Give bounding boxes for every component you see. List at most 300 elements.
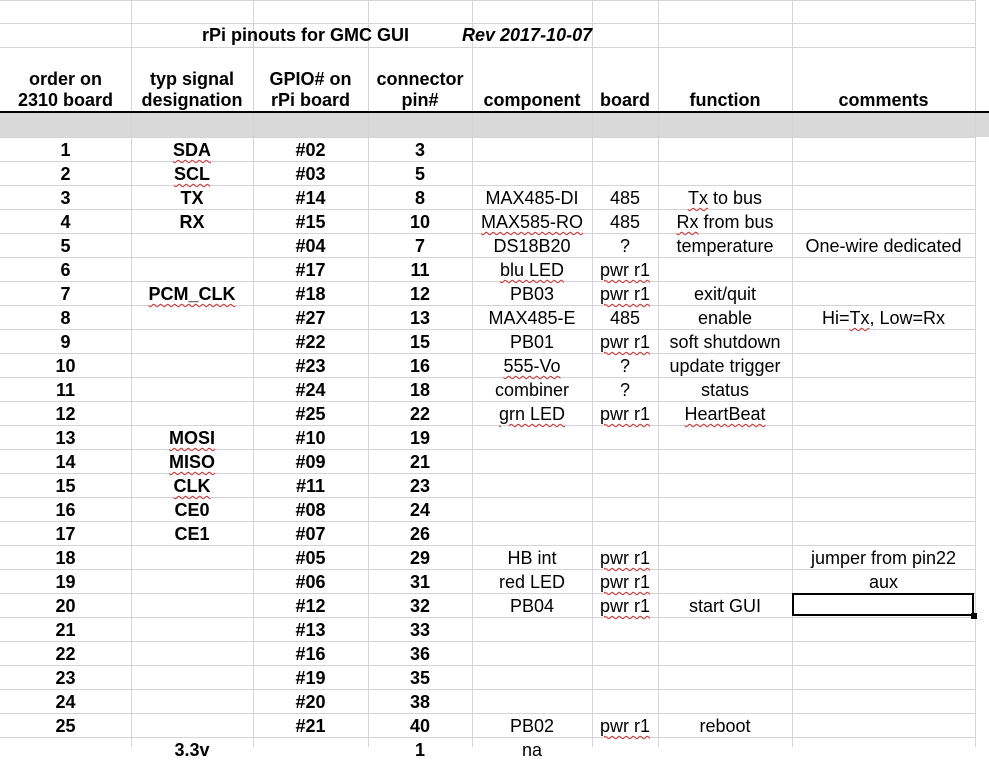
cell-comments[interactable] <box>792 234 975 258</box>
cell-board[interactable] <box>592 474 658 498</box>
cell-signal[interactable] <box>131 570 253 594</box>
order-text: 10 <box>55 356 76 376</box>
cell-gpio[interactable] <box>253 690 368 714</box>
cell-pin[interactable] <box>368 258 472 282</box>
cell-comments[interactable] <box>792 546 975 570</box>
gpio-text: #07 <box>295 524 326 544</box>
cell-pin[interactable] <box>368 450 472 474</box>
header-divider-band <box>0 113 989 137</box>
cell-board[interactable] <box>592 666 658 690</box>
cell-board[interactable] <box>592 594 658 618</box>
cell-function[interactable] <box>658 354 792 378</box>
cell-signal[interactable] <box>131 402 253 426</box>
cell-function[interactable] <box>658 162 792 186</box>
pin-text: 33 <box>409 620 431 640</box>
cell-pin[interactable] <box>368 402 472 426</box>
cell-comments[interactable] <box>792 162 975 186</box>
cell-component[interactable] <box>472 522 592 546</box>
cell-order[interactable] <box>0 714 131 738</box>
cell-function[interactable] <box>658 570 792 594</box>
cell-component[interactable] <box>472 498 592 522</box>
cell-pin[interactable] <box>368 546 472 570</box>
cell-function[interactable] <box>658 378 792 402</box>
cell-comments[interactable] <box>792 618 975 642</box>
cell-comments[interactable] <box>792 306 975 330</box>
header-pin[interactable]: connector pin# <box>376 69 464 110</box>
function-text: Rx from bus <box>676 212 774 232</box>
order-text: 18 <box>55 548 76 568</box>
cell-comments[interactable] <box>792 138 975 162</box>
order-text: 16 <box>55 500 76 520</box>
board-text: ? <box>619 236 630 256</box>
cell-signal[interactable] <box>131 546 253 570</box>
header-function[interactable]: function <box>689 90 761 110</box>
cell-order[interactable] <box>0 258 131 282</box>
cell-order[interactable] <box>0 210 131 234</box>
signal-text: PCM_CLK <box>148 284 236 304</box>
cell-order[interactable] <box>0 306 131 330</box>
gpio-text: #03 <box>295 164 326 184</box>
function-text: temperature <box>676 236 774 256</box>
cell-board[interactable] <box>592 378 658 402</box>
cell-order[interactable] <box>0 354 131 378</box>
cell-function[interactable] <box>658 498 792 522</box>
gpio-text: #06 <box>295 572 326 592</box>
pin-text: 18 <box>409 380 431 400</box>
cell-gpio[interactable] <box>253 426 368 450</box>
cell-comments[interactable] <box>792 522 975 546</box>
cell-board[interactable] <box>592 330 658 354</box>
board-text: pwr r1 <box>599 332 650 352</box>
cell-gpio[interactable] <box>253 570 368 594</box>
cell-function[interactable] <box>658 210 792 234</box>
pin-text: 22 <box>409 404 431 424</box>
cell-component[interactable] <box>472 234 592 258</box>
cell-function[interactable] <box>658 138 792 162</box>
cell-signal[interactable] <box>131 522 253 546</box>
fill-handle[interactable] <box>971 613 977 619</box>
board-text: 485 <box>609 212 641 232</box>
cell-function[interactable] <box>658 186 792 210</box>
cell-board[interactable] <box>592 402 658 426</box>
cell-component[interactable] <box>472 306 592 330</box>
cell-pin[interactable] <box>368 714 472 738</box>
pin-text: 1 <box>414 740 425 760</box>
function-text: enable <box>697 308 753 328</box>
function-text: Tx to bus <box>687 188 763 208</box>
cell-signal[interactable] <box>131 618 253 642</box>
cell-function[interactable] <box>658 714 792 738</box>
cell-board[interactable] <box>592 186 658 210</box>
pin-text: 12 <box>409 284 431 304</box>
pin-text: 10 <box>409 212 431 232</box>
function-text: HeartBeat <box>684 404 766 424</box>
cell-signal[interactable] <box>131 474 253 498</box>
pin-text: 21 <box>409 452 431 472</box>
order-text: 9 <box>60 332 71 352</box>
cell-comments[interactable] <box>792 402 975 426</box>
cell-signal-partial[interactable] <box>131 738 253 762</box>
header-board[interactable]: board <box>599 90 650 110</box>
cell-gpio[interactable] <box>253 186 368 210</box>
pin-text: 13 <box>409 308 431 328</box>
cell-pin[interactable] <box>368 378 472 402</box>
order-text: 6 <box>60 260 71 280</box>
cell-order[interactable] <box>0 426 131 450</box>
cell-comments[interactable] <box>792 186 975 210</box>
cell-order[interactable] <box>0 450 131 474</box>
component-text: blu LED <box>499 260 565 280</box>
cell-function[interactable] <box>658 690 792 714</box>
cell-signal[interactable] <box>131 234 253 258</box>
cell-signal[interactable] <box>131 282 253 306</box>
cell-board[interactable] <box>592 642 658 666</box>
pin-text: 26 <box>409 524 431 544</box>
cell-component[interactable] <box>472 378 592 402</box>
cell-pin[interactable] <box>368 354 472 378</box>
cell-order[interactable] <box>0 330 131 354</box>
gpio-text: #23 <box>295 356 326 376</box>
cell-pin[interactable] <box>368 330 472 354</box>
cell-pin[interactable] <box>368 666 472 690</box>
cell-gpio[interactable] <box>253 594 368 618</box>
cell-function[interactable] <box>658 522 792 546</box>
header-gpio[interactable]: GPIO# on rPi board <box>269 69 352 110</box>
cell-signal[interactable] <box>131 666 253 690</box>
gpio-text: #13 <box>295 620 326 640</box>
cell-component[interactable] <box>472 258 592 282</box>
cell-order[interactable] <box>0 162 131 186</box>
order-text: 8 <box>60 308 71 328</box>
header-comments[interactable]: comments <box>838 90 929 110</box>
component-text: PB03 <box>509 284 555 304</box>
cell-component[interactable] <box>472 138 592 162</box>
cell-gpio[interactable] <box>253 258 368 282</box>
cell-function[interactable] <box>658 642 792 666</box>
cell-component[interactable] <box>472 594 592 618</box>
cell-pin[interactable] <box>368 642 472 666</box>
component-text: combiner <box>494 380 570 400</box>
cell-signal[interactable] <box>131 258 253 282</box>
cell-comments[interactable] <box>792 282 975 306</box>
cell-gpio[interactable] <box>253 522 368 546</box>
cell-gpio[interactable] <box>253 354 368 378</box>
cell-pin[interactable] <box>368 570 472 594</box>
gpio-text: #08 <box>295 500 326 520</box>
cell-order[interactable] <box>0 282 131 306</box>
cell-comments[interactable] <box>792 354 975 378</box>
cell-component[interactable] <box>472 210 592 234</box>
function-text: update trigger <box>669 356 781 376</box>
cell-board[interactable] <box>592 282 658 306</box>
cell-signal[interactable] <box>131 186 253 210</box>
cell-component[interactable] <box>472 570 592 594</box>
cell-gpio[interactable] <box>253 162 368 186</box>
function-text: start GUI <box>688 596 761 616</box>
cell-function[interactable] <box>658 618 792 642</box>
cell-component[interactable] <box>472 330 592 354</box>
pin-text: 5 <box>414 164 425 184</box>
cell-component[interactable] <box>472 426 592 450</box>
board-text: pwr r1 <box>599 260 650 280</box>
active-cell-cursor[interactable] <box>792 593 974 616</box>
cell-function[interactable] <box>658 306 792 330</box>
cell-pin[interactable] <box>368 282 472 306</box>
cell-component[interactable] <box>472 282 592 306</box>
cell-pin[interactable] <box>368 618 472 642</box>
signal-text: CE0 <box>174 500 210 520</box>
cell-pin[interactable] <box>368 522 472 546</box>
order-text: 3 <box>60 188 71 208</box>
component-text: PB02 <box>509 716 555 736</box>
gpio-text: #09 <box>295 452 326 472</box>
cell-pin-partial[interactable] <box>368 738 472 762</box>
cell-function[interactable] <box>658 258 792 282</box>
cell-signal[interactable] <box>131 330 253 354</box>
gpio-text: #21 <box>295 716 326 736</box>
pin-text: 32 <box>409 596 431 616</box>
component-text: HB int <box>507 548 557 568</box>
cell-board[interactable] <box>592 426 658 450</box>
cell-comments[interactable] <box>792 666 975 690</box>
cell-gpio[interactable] <box>253 330 368 354</box>
cell-gpio[interactable] <box>253 402 368 426</box>
cell-gpio[interactable] <box>253 138 368 162</box>
cell-gpio[interactable] <box>253 378 368 402</box>
cell-function[interactable] <box>658 450 792 474</box>
cell-function[interactable] <box>658 594 792 618</box>
gpio-text: #16 <box>295 644 326 664</box>
signal-text: SDA <box>172 140 211 160</box>
cell-component-partial[interactable] <box>472 738 592 762</box>
cell-signal[interactable] <box>131 642 253 666</box>
cell-order[interactable] <box>0 690 131 714</box>
cell-board[interactable] <box>592 690 658 714</box>
cell-board[interactable] <box>592 714 658 738</box>
cell-order[interactable] <box>0 498 131 522</box>
cell-order[interactable] <box>0 570 131 594</box>
cell-signal[interactable] <box>131 162 253 186</box>
order-text: 15 <box>55 476 76 496</box>
board-text: 485 <box>609 308 641 328</box>
cell-gpio[interactable] <box>253 546 368 570</box>
cell-function[interactable] <box>658 282 792 306</box>
cell-gpio[interactable] <box>253 474 368 498</box>
cell-comments[interactable] <box>792 642 975 666</box>
cell-function[interactable] <box>658 426 792 450</box>
sheet-title[interactable]: rPi pinouts for GMC GUI <box>202 25 409 45</box>
cell-order[interactable] <box>0 546 131 570</box>
cell-gpio[interactable] <box>253 282 368 306</box>
gpio-text: #04 <box>295 236 326 256</box>
cell-board[interactable] <box>592 522 658 546</box>
cell-signal[interactable] <box>131 426 253 450</box>
cell-component[interactable] <box>472 690 592 714</box>
cell-comments[interactable] <box>792 474 975 498</box>
component-text: MAX485-E <box>488 308 576 328</box>
cell-gpio[interactable] <box>253 306 368 330</box>
cell-signal[interactable] <box>131 714 253 738</box>
pin-text: 11 <box>410 260 430 280</box>
signal-text: TX <box>180 188 204 208</box>
cell-pin[interactable] <box>368 234 472 258</box>
cell-gpio[interactable] <box>253 714 368 738</box>
gpio-text: #24 <box>295 380 326 400</box>
cell-board[interactable] <box>592 306 658 330</box>
signal-text: MISO <box>168 452 215 472</box>
cell-signal[interactable] <box>131 210 253 234</box>
signal-text: 3.3v <box>174 740 210 760</box>
header-bottom-border <box>0 111 989 113</box>
pin-text: 23 <box>409 476 431 496</box>
order-text: 23 <box>55 668 76 688</box>
cell-signal[interactable] <box>131 498 253 522</box>
cell-signal[interactable] <box>131 138 253 162</box>
cell-comments[interactable] <box>792 330 975 354</box>
comments-text: Hi=Tx, Low=Rx <box>821 308 946 328</box>
cell-board[interactable] <box>592 138 658 162</box>
order-text: 12 <box>55 404 76 424</box>
cell-gpio[interactable] <box>253 210 368 234</box>
cell-comments[interactable] <box>792 210 975 234</box>
order-text: 13 <box>55 428 76 448</box>
cell-gpio[interactable] <box>253 618 368 642</box>
gpio-text: #18 <box>295 284 326 304</box>
cell-pin[interactable] <box>368 138 472 162</box>
cell-gpio[interactable] <box>253 666 368 690</box>
component-text: 555-Vo <box>503 356 561 376</box>
board-text: ? <box>619 356 630 376</box>
cell-order[interactable] <box>0 138 131 162</box>
function-text: reboot <box>699 716 751 736</box>
cell-comments[interactable] <box>792 690 975 714</box>
signal-text: CE1 <box>174 524 210 544</box>
cell-gpio[interactable] <box>253 450 368 474</box>
cell-pin[interactable] <box>368 690 472 714</box>
signal-text: RX <box>179 212 205 232</box>
cell-signal[interactable] <box>131 306 253 330</box>
cell-signal[interactable] <box>131 450 253 474</box>
cell-signal[interactable] <box>131 594 253 618</box>
cell-signal[interactable] <box>131 690 253 714</box>
cell-comments[interactable] <box>792 426 975 450</box>
cell-component[interactable] <box>472 450 592 474</box>
pin-text: 8 <box>414 188 425 208</box>
cell-order[interactable] <box>0 642 131 666</box>
cell-gpio[interactable] <box>253 234 368 258</box>
cell-order[interactable] <box>0 234 131 258</box>
gpio-text: #12 <box>295 596 326 616</box>
cell-pin[interactable] <box>368 594 472 618</box>
revision-label[interactable]: Rev 2017-10-07 <box>462 25 593 45</box>
cell-comments[interactable] <box>792 450 975 474</box>
cell-pin[interactable] <box>368 426 472 450</box>
gpio-text: #17 <box>295 260 326 280</box>
cell-board[interactable] <box>592 498 658 522</box>
cell-comments[interactable] <box>792 714 975 738</box>
component-text: PB01 <box>509 332 555 352</box>
cell-comments[interactable] <box>792 378 975 402</box>
cell-function[interactable] <box>658 546 792 570</box>
cell-component[interactable] <box>472 618 592 642</box>
cell-comments[interactable] <box>792 258 975 282</box>
cell-component[interactable] <box>472 354 592 378</box>
cell-board[interactable] <box>592 546 658 570</box>
pin-text: 15 <box>409 332 431 352</box>
cell-pin[interactable] <box>368 498 472 522</box>
cell-function[interactable] <box>658 402 792 426</box>
cell-signal[interactable] <box>131 378 253 402</box>
cell-function[interactable] <box>658 330 792 354</box>
cell-order[interactable] <box>0 618 131 642</box>
order-text: 20 <box>55 596 76 616</box>
cell-pin[interactable] <box>368 186 472 210</box>
header-signal[interactable]: typ signal designation <box>141 69 243 110</box>
cell-board[interactable] <box>592 234 658 258</box>
cell-signal[interactable] <box>131 354 253 378</box>
pin-text: 19 <box>409 428 431 448</box>
cell-function[interactable] <box>658 666 792 690</box>
cell-function[interactable] <box>658 234 792 258</box>
cell-board[interactable] <box>592 354 658 378</box>
gpio-text: #22 <box>295 332 326 352</box>
cell-component[interactable] <box>472 666 592 690</box>
cell-gpio[interactable] <box>253 498 368 522</box>
cell-order[interactable] <box>0 594 131 618</box>
cell-component[interactable] <box>472 642 592 666</box>
component-text: grn LED <box>498 404 566 424</box>
cell-comments[interactable] <box>792 570 975 594</box>
cell-function[interactable] <box>658 474 792 498</box>
board-text: pwr r1 <box>599 548 650 568</box>
cell-component[interactable] <box>472 474 592 498</box>
pin-text: 24 <box>409 500 431 520</box>
row-gridline <box>0 0 975 1</box>
cell-component[interactable] <box>472 714 592 738</box>
cell-order[interactable] <box>0 378 131 402</box>
cell-component[interactable] <box>472 186 592 210</box>
cell-board[interactable] <box>592 570 658 594</box>
cell-board[interactable] <box>592 258 658 282</box>
gpio-text: #02 <box>295 140 326 160</box>
cell-component[interactable] <box>472 546 592 570</box>
cell-comments[interactable] <box>792 498 975 522</box>
cell-component[interactable] <box>472 162 592 186</box>
cell-order[interactable] <box>0 474 131 498</box>
signal-text: SCL <box>174 164 210 184</box>
cell-pin[interactable] <box>368 306 472 330</box>
cell-board[interactable] <box>592 210 658 234</box>
cell-order[interactable] <box>0 666 131 690</box>
header-component[interactable]: component <box>483 90 581 110</box>
cell-order[interactable] <box>0 402 131 426</box>
cell-order[interactable] <box>0 186 131 210</box>
signal-text: MOSI <box>168 428 215 448</box>
cell-gpio[interactable] <box>253 642 368 666</box>
cell-pin[interactable] <box>368 162 472 186</box>
order-text: 21 <box>55 620 76 640</box>
cell-component[interactable] <box>472 402 592 426</box>
header-order[interactable]: order on 2310 board <box>17 69 114 110</box>
gpio-text: #15 <box>295 212 326 232</box>
cell-pin[interactable] <box>368 210 472 234</box>
row-gridline <box>0 47 975 48</box>
cell-pin[interactable] <box>368 474 472 498</box>
cell-board[interactable] <box>592 618 658 642</box>
cell-order[interactable] <box>0 522 131 546</box>
cell-board[interactable] <box>592 162 658 186</box>
cell-board[interactable] <box>592 450 658 474</box>
